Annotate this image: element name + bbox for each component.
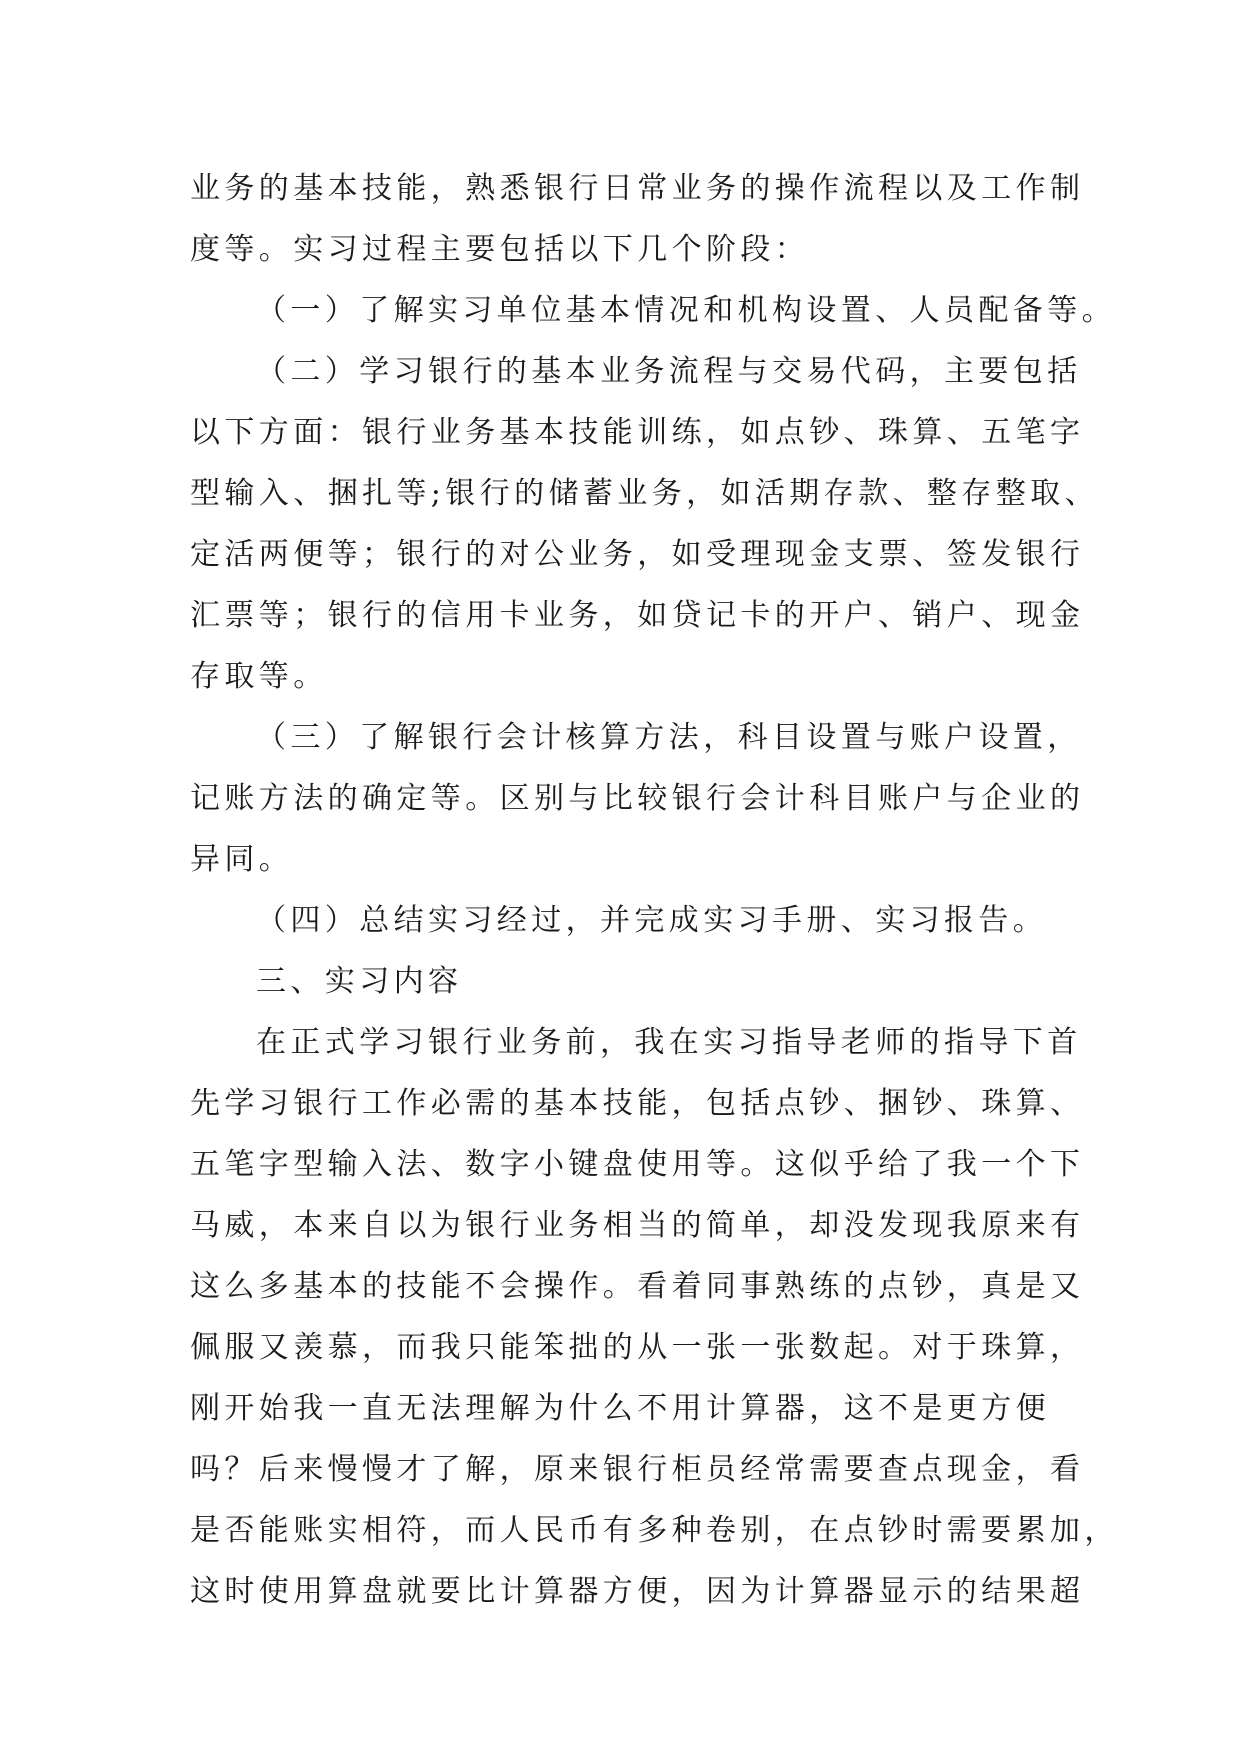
text-line: 五笔字型输入法、数字小键盘使用等。这似乎给了我一个下 bbox=[190, 1147, 1085, 1182]
text-line: 三、实习内容 bbox=[256, 964, 463, 999]
text-line: 异同。 bbox=[190, 842, 294, 877]
text-line: 佩服又羡慕，而我只能笨拙的从一张一张数起。对于珠算， bbox=[190, 1330, 1085, 1365]
text-line: 定活两便等；银行的对公业务，如受理现金支票、签发银行 bbox=[190, 537, 1085, 572]
text-line: 度等。实习过程主要包括以下几个阶段： bbox=[190, 232, 810, 267]
text-line: 先学习银行工作必需的基本技能，包括点钞、捆钞、珠算、 bbox=[190, 1086, 1085, 1121]
text-line: （二）学习银行的基本业务流程与交易代码，主要包括 bbox=[256, 354, 1082, 389]
text-line: 刚开始我一直无法理解为什么不用计算器，这不是更方便 bbox=[190, 1391, 1050, 1426]
text-line: 这么多基本的技能不会操作。看着同事熟练的点钞，真是又 bbox=[190, 1269, 1085, 1304]
text-line: 在正式学习银行业务前，我在实习指导老师的指导下首 bbox=[256, 1025, 1082, 1060]
text-line: （四）总结实习经过，并完成实习手册、实习报告。 bbox=[256, 903, 1048, 938]
text-line: 这时使用算盘就要比计算器方便，因为计算器显示的结果超 bbox=[190, 1574, 1085, 1609]
text-line: 存取等。 bbox=[190, 659, 328, 694]
text-line: 以下方面：银行业务基本技能训练，如点钞、珠算、五笔字 bbox=[190, 415, 1085, 450]
text-line: 汇票等；银行的信用卡业务，如贷记卡的开户、销户、现金 bbox=[190, 598, 1085, 633]
text-line: 记账方法的确定等。区别与比较银行会计科目账户与企业的 bbox=[190, 781, 1085, 816]
text-line: 是否能账实相符，而人民币有多种卷别，在点钞时需要累加， bbox=[190, 1513, 1119, 1548]
text-line: 型输入、捆扎等;银行的储蓄业务，如活期存款、整存整取、 bbox=[190, 476, 1099, 511]
text-line: 业务的基本技能，熟悉银行日常业务的操作流程以及工作制 bbox=[190, 171, 1085, 206]
text-line: （三）了解银行会计核算方法，科目设置与账户设置， bbox=[256, 720, 1082, 755]
text-line: 马威，本来自以为银行业务相当的简单，却没发现我原来有 bbox=[190, 1208, 1085, 1243]
document-body bbox=[190, 158, 1119, 1622]
text-line: 吗？后来慢慢才了解，原来银行柜员经常需要查点现金，看 bbox=[190, 1452, 1085, 1487]
text-line: （一）了解实习单位基本情况和机构设置、人员配备等。 bbox=[256, 293, 1116, 328]
